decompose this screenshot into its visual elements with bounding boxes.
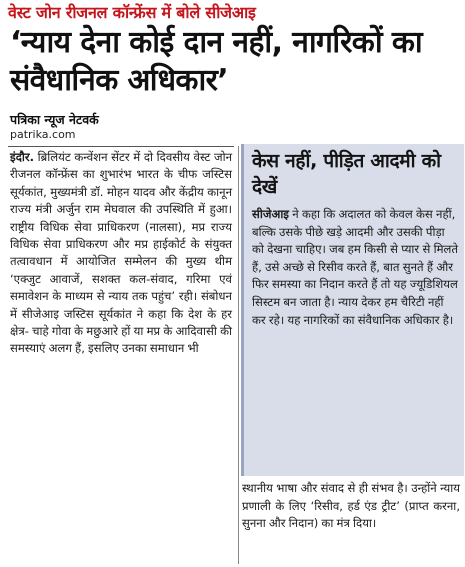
headline: ‘न्याय देना कोई दान नहीं, नागरिकों का संवैधानिक अधिकार’ [10,25,423,98]
divider-line [8,146,234,147]
dateline: इंदौर. [10,150,34,164]
sidebar-text: ने कहा कि अदालत को केवल केस नहीं, बल्कि उसके पीछे खड़े आदमी और उसकी पीड़ा को देखना चाहिए। जब हम किसी से प्यार से मिलते हैं, उसे अच्छे से रिसीव करते हैं, बात सुनते हैं और फिर समस्या का निदान करते हैं तो यह ज्यूडिशियल सिस्टम बन जाता है। न्याय देकर हम चैरिटी नहीं कर रहे। यह नागरिकों का संवैधानिक अधिकार है। [252,207,458,327]
section-kicker: वेस्ट जोन रीजनल कॉन्फ्रेंस में बोले सीजेआइ [8,3,256,22]
sidebar-heading: केस नहीं, पीड़ित आदमी को देखें [252,150,441,198]
article-body-right: स्थानीय भाषा और संवाद से ही संभव है। उन्होंने न्याय प्रणाली के लिए ‘रिसीव, हर्ड एंड ट्रीट’ (प्राप्त करना, सुनना और निदान) का मंत्र दिया। [242,481,460,531]
column-divider [238,146,239,564]
sidebar-body [252,206,458,329]
body-text-left: ब्रिलियंट कन्वेंशन सेंटर में दो दिवसीय वेस्ट जोन रीजनल कॉन्फ्रेंस का शुभारंभ भारत के चीफ जस्टिस सूर्यकांत, मुख्यमंत्री डॉ. मोहन यादव और केंद्रीय कानून राज्य मंत्री अर्जुन राम मेघवाल की उपस्थिति में हुआ। राष्ट्रीय विधिक सेवा प्राधिकरण (नालसा), मप्र राज्य विधिक सेवा प्राधिकरण और मप्र हाईकोर्ट के संयुक्त तत्वावधान में आयोजित सम्मेलन की मुख्य थीम ‘एक्जुट आवाजें, सशक्त कल-संवाद, गरिमा एवं समावेशन के माध्यम से न्याय तक पहुंच’ रही। संबोधन में सीजेआइ जस्टिस सूर्यकांत ने कहा कि देश के हर क्षेत्र- चाहे गोवा के मछुआरे हों या मप्र के आदिवासी की समस्याएं अलग हैं, इसलिए उनका समाधान भी [10,150,233,356]
article-body-left [10,149,232,358]
sidebar-lead: सीजेआइ [252,207,289,221]
byline: पत्रिका न्यूज नेटवर्क [10,112,99,127]
site-link: patrika.com [10,128,76,141]
